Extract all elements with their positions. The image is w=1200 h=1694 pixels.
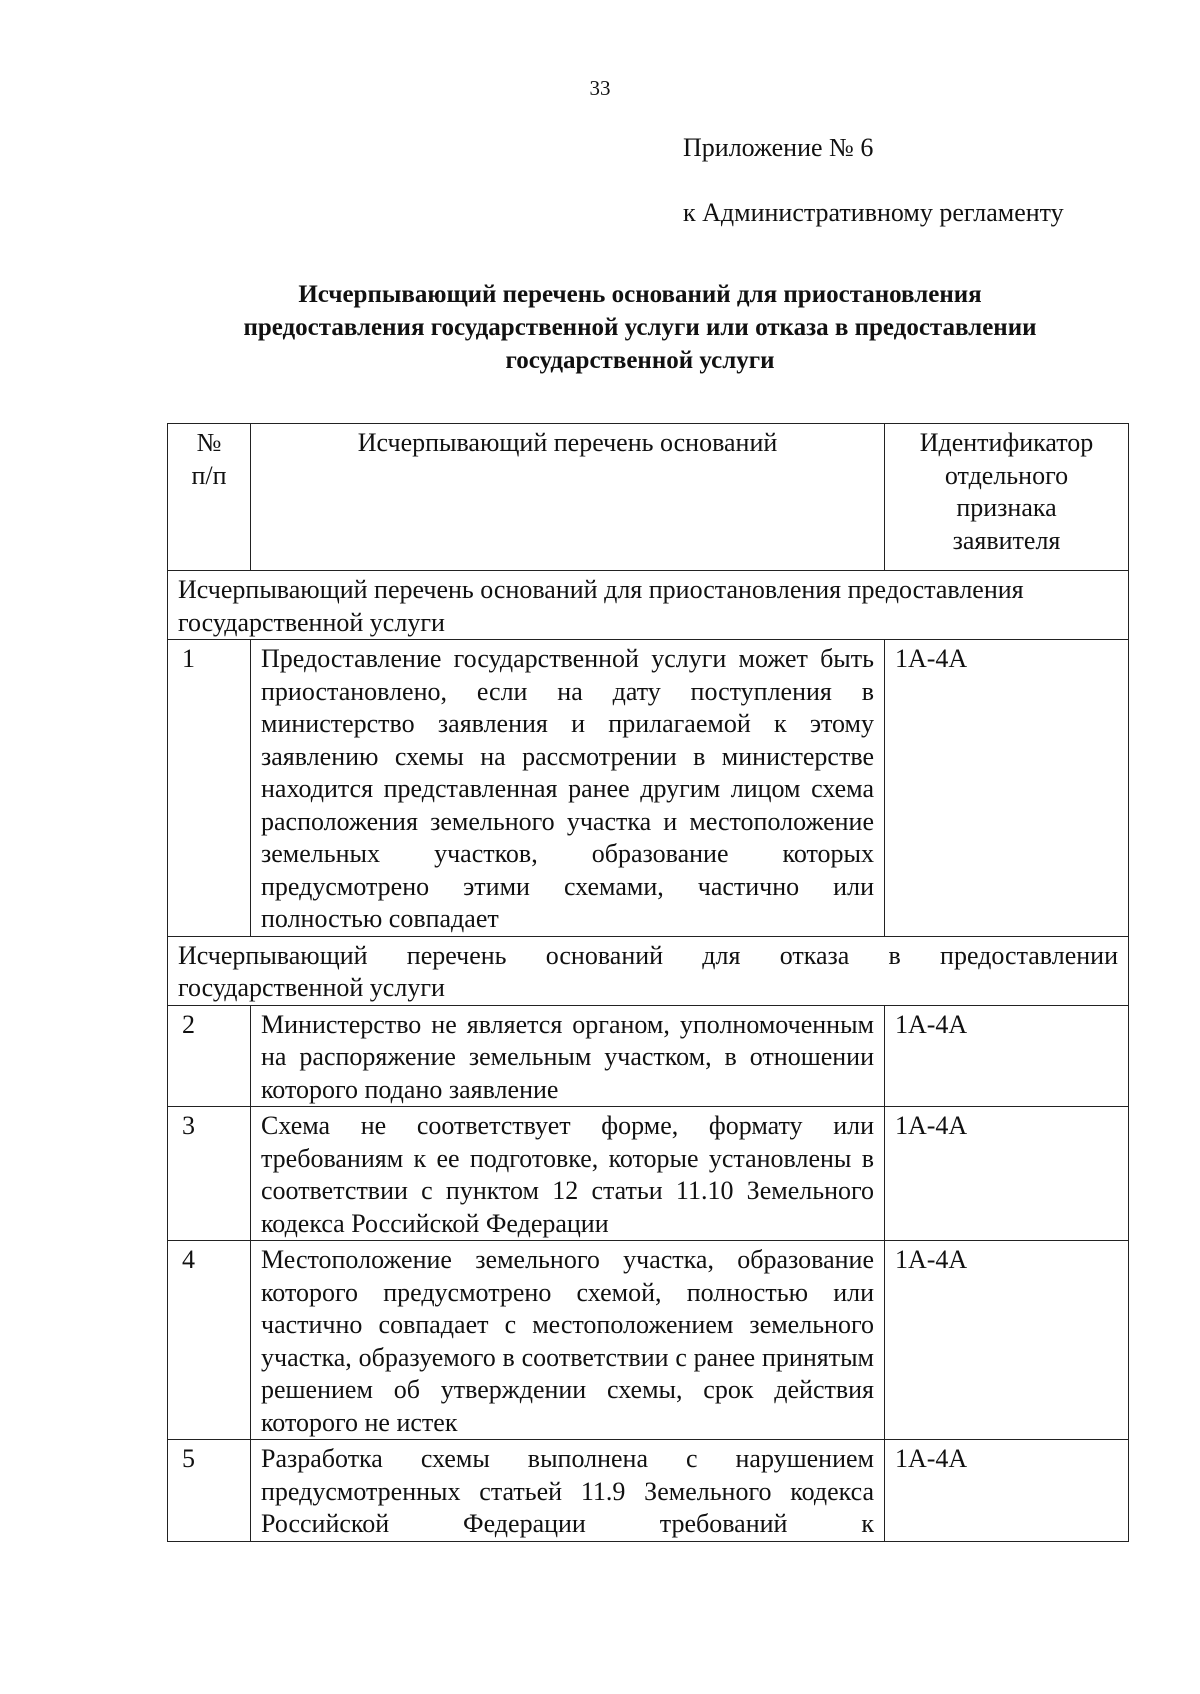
row-identifier: 1А-4А [885, 1005, 1129, 1107]
row-text: Министерство не является органом, уполномоченным на распоряжение земельным участком, в отношении которого подано заявление [251, 1005, 885, 1107]
section-heading-line: Исчерпывающий перечень оснований для приостановления предоставления [178, 575, 1024, 604]
section-heading-line: государственной услуги [178, 607, 445, 637]
section-suspension-row [168, 571, 1129, 640]
table-row [168, 640, 1129, 937]
row-text: Схема не соответствует форме, формату или требованиям к ее подготовке, которые установлены в соответствии с пунктом 12 статьи 11.10 Земельного кодекса Российской Федерации [251, 1107, 885, 1241]
appendix-number: Приложение № 6 [683, 133, 874, 162]
row-identifier: 1А-4А [885, 1107, 1129, 1241]
row-text: Предоставление государственной услуги может быть приостановлено, если на дату поступления в министерство заявления и прилагаемой к этому заявлению схемы на рассмотрении в министерстве находится представленная ранее другим лицом схема расположения земельного участка и местоположение земельных участков, образование которых предусмотрено этими схемами, частично или полностью совпадает [251, 640, 885, 937]
section-suspension-heading [168, 571, 1129, 640]
header-grounds: Исчерпывающий перечень оснований [251, 424, 885, 571]
row-identifier: 1А-4А [885, 1241, 1129, 1440]
section-refusal-row [168, 936, 1129, 1005]
table-row [168, 1241, 1129, 1440]
row-number: 2 [168, 1005, 251, 1107]
row-number: 4 [168, 1241, 251, 1440]
header-number-sign: № [196, 428, 222, 457]
table-row [168, 1005, 1129, 1107]
grounds-table [167, 423, 1129, 1542]
document-title-line: предоставления государственной услуги или отказа в предоставлении [243, 314, 1037, 341]
section-heading-line: государственной услуги [178, 973, 445, 1002]
table-header-row [168, 424, 1129, 571]
header-number [168, 424, 251, 571]
appendix-regulation: к Административному регламенту [683, 198, 1064, 227]
row-text: Местоположение земельного участка, образование которого предусмотрено схемой, полностью или частично совпадает с местоположением земельного участка, образуемого в соответствии с ранее принятым решением об утверждении схемы, срок действия которого не истек [251, 1241, 885, 1440]
page-number: 33 [589, 76, 611, 100]
row-number: 5 [168, 1440, 251, 1542]
header-identifier: Идентификатор отдельного признака заявителя [885, 424, 1129, 571]
row-number: 3 [168, 1107, 251, 1241]
header-number-label: п/п [191, 460, 227, 490]
table-row [168, 1107, 1129, 1241]
section-heading-line: Исчерпывающий перечень оснований для отказа в предоставлении [178, 940, 1118, 970]
section-refusal-heading [168, 936, 1129, 1005]
row-number: 1 [168, 640, 251, 937]
row-identifier: 1А-4А [885, 640, 1129, 937]
row-identifier: 1А-4А [885, 1440, 1129, 1542]
document-title-line: Исчерпывающий перечень оснований для приостановления [298, 281, 982, 308]
table-row [168, 1440, 1129, 1542]
row-text: Разработка схемы выполнена с нарушением предусмотренных статьей 11.9 Земельного кодекса Российской Федерации требований к [251, 1440, 885, 1542]
document-title-line: государственной услуги [505, 347, 775, 374]
document-title [150, 278, 1130, 377]
